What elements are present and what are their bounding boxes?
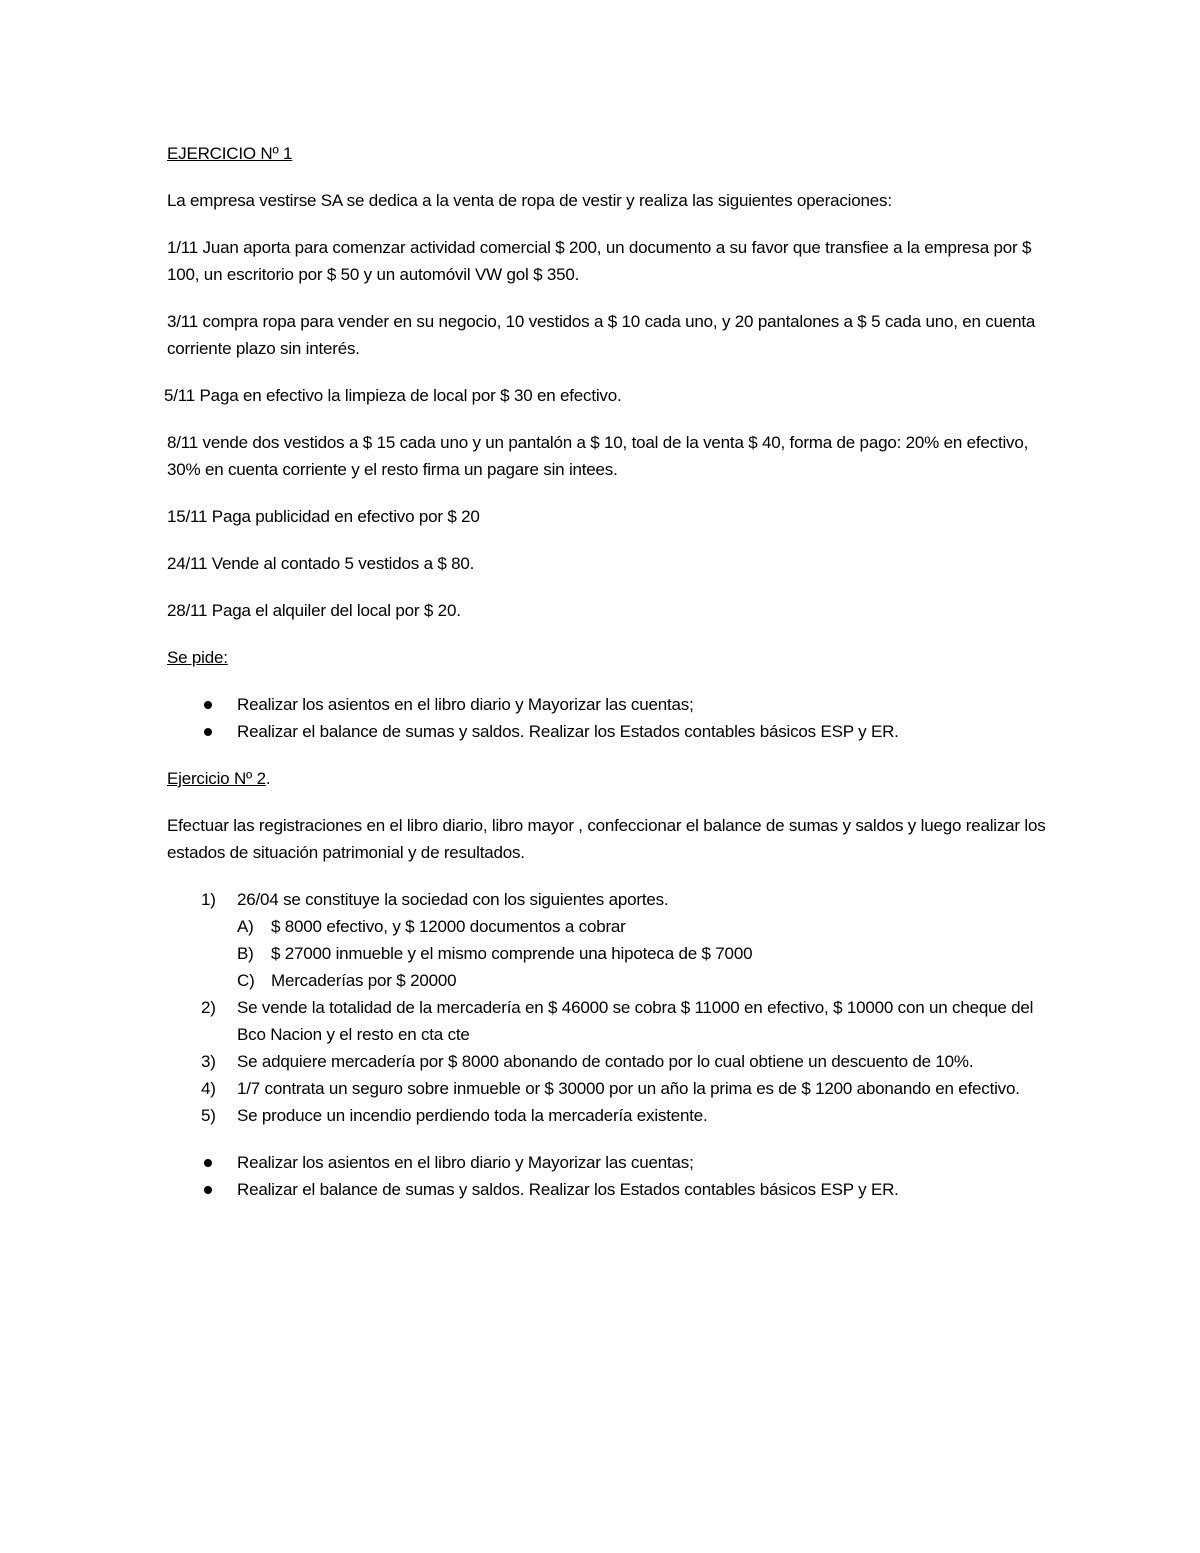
sub-item-letter: C) [237,971,255,990]
item-number: 5) [201,1106,216,1125]
operation-5: 15/11 Paga publicidad en efectivo por $ 20 [167,507,480,526]
list-item [167,1149,1047,1176]
task-text: Realizar el balance de sumas y saldos. Realizar los Estados contables básicos ESP y ER. [237,1180,899,1199]
list-item [167,994,1047,1048]
operation-2: 3/11 compra ropa para vender en su negocio, 10 vestidos a $ 10 cada uno, y 20 pantalones a $ 5 cada uno, en cuenta corriente plazo sin interés. [167,312,1036,358]
task-text: Realizar el balance de sumas y saldos. Realizar los Estados contables básicos ESP y ER. [237,722,899,741]
exercise1-task-list [167,691,1047,745]
operation-3: 5/11 Paga en efectivo la limpieza de local por $ 30 en efectivo. [164,386,622,405]
item-number: 1) [201,890,216,909]
item-number: 2) [201,998,216,1017]
sub-item-letter: B) [237,944,254,963]
item-text: Se produce un incendio perdiendo toda la mercadería existente. [237,1106,708,1125]
bullet-icon [204,1186,212,1194]
item-number: 3) [201,1052,216,1071]
sub-list-item [237,913,1047,940]
sub-list-item [237,967,1047,994]
sub-item-text: Mercaderías por $ 20000 [271,971,457,990]
list-item [167,886,1047,994]
exercise2-title-suffix: . [265,769,271,788]
se-pide-heading [167,644,1047,671]
sub-item-letter: A) [237,917,254,936]
exercise1-intro: La empresa vestirse SA se dedica a la venta de ropa de vestir y realiza las siguientes operaciones: [167,191,892,210]
document-content [164,140,1047,1223]
task-text: Realizar los asientos en el libro diario y Mayorizar las cuentas; [237,1153,694,1172]
list-item [167,1102,1047,1129]
exercise2-title-text: Ejercicio Nº 2 [167,769,266,788]
exercise1-title [167,140,1047,167]
operation-7: 28/11 Paga el alquiler del local por $ 20. [167,601,461,620]
sub-list-item [237,940,1047,967]
exercise2-item-list [167,886,1047,1129]
se-pide-label: Se pide: [167,648,228,667]
bullet-icon [204,701,212,709]
item-text: 26/04 se constituye la sociedad con los siguientes aportes. [237,890,669,909]
task-text: Realizar los asientos en el libro diario y Mayorizar las cuentas; [237,695,694,714]
list-item [167,1176,1047,1203]
item-number: 4) [201,1079,216,1098]
operation-1: 1/11 Juan aporta para comenzar actividad comercial $ 200, un documento a su favor que transfiee a la empresa por $ 100, un escritorio por $ 50 y un automóvil VW gol $ 350. [167,238,1032,284]
exercise2-title [167,765,1047,792]
list-item [167,1075,1047,1102]
sub-item-text: $ 8000 efectivo, y $ 12000 documentos a cobrar [271,917,626,936]
list-item [167,691,1047,718]
list-item [167,1048,1047,1075]
bullet-icon [204,1159,212,1167]
exercise1-title-text: EJERCICIO Nº 1 [167,144,293,163]
operation-4: 8/11 vende dos vestidos a $ 15 cada uno y un pantalón a $ 10, toal de la venta $ 40, forma de pago: 20% en efectivo, 30% en cuenta corriente y el resto firma un pagare sin intees. [167,433,1029,479]
sub-item-list [237,913,1047,994]
item-text: Se adquiere mercadería por $ 8000 abonando de contado por lo cual obtiene un descuento de 10%. [237,1052,974,1071]
bullet-icon [204,728,212,736]
exercise2-intro: Efectuar las registraciones en el libro diario, libro mayor , confeccionar el balance de sumas y saldos y luego realizar los estados de situación patrimonial y de resultados. [167,816,1046,862]
item-text: 1/7 contrata un seguro sobre inmueble or $ 30000 por un año la prima es de $ 1200 abonando en efectivo. [237,1079,1020,1098]
item-text: Se vende la totalidad de la mercadería en $ 46000 se cobra $ 11000 en efectivo, $ 10000 con un cheque del Bco Nacion y el resto en cta cte [237,998,1034,1044]
operation-6: 24/11 Vende al contado 5 vestidos a $ 80. [167,554,475,573]
sub-item-text: $ 27000 inmueble y el mismo comprende una hipoteca de $ 7000 [271,944,753,963]
list-item [167,718,1047,745]
exercise2-task-list [167,1149,1047,1203]
